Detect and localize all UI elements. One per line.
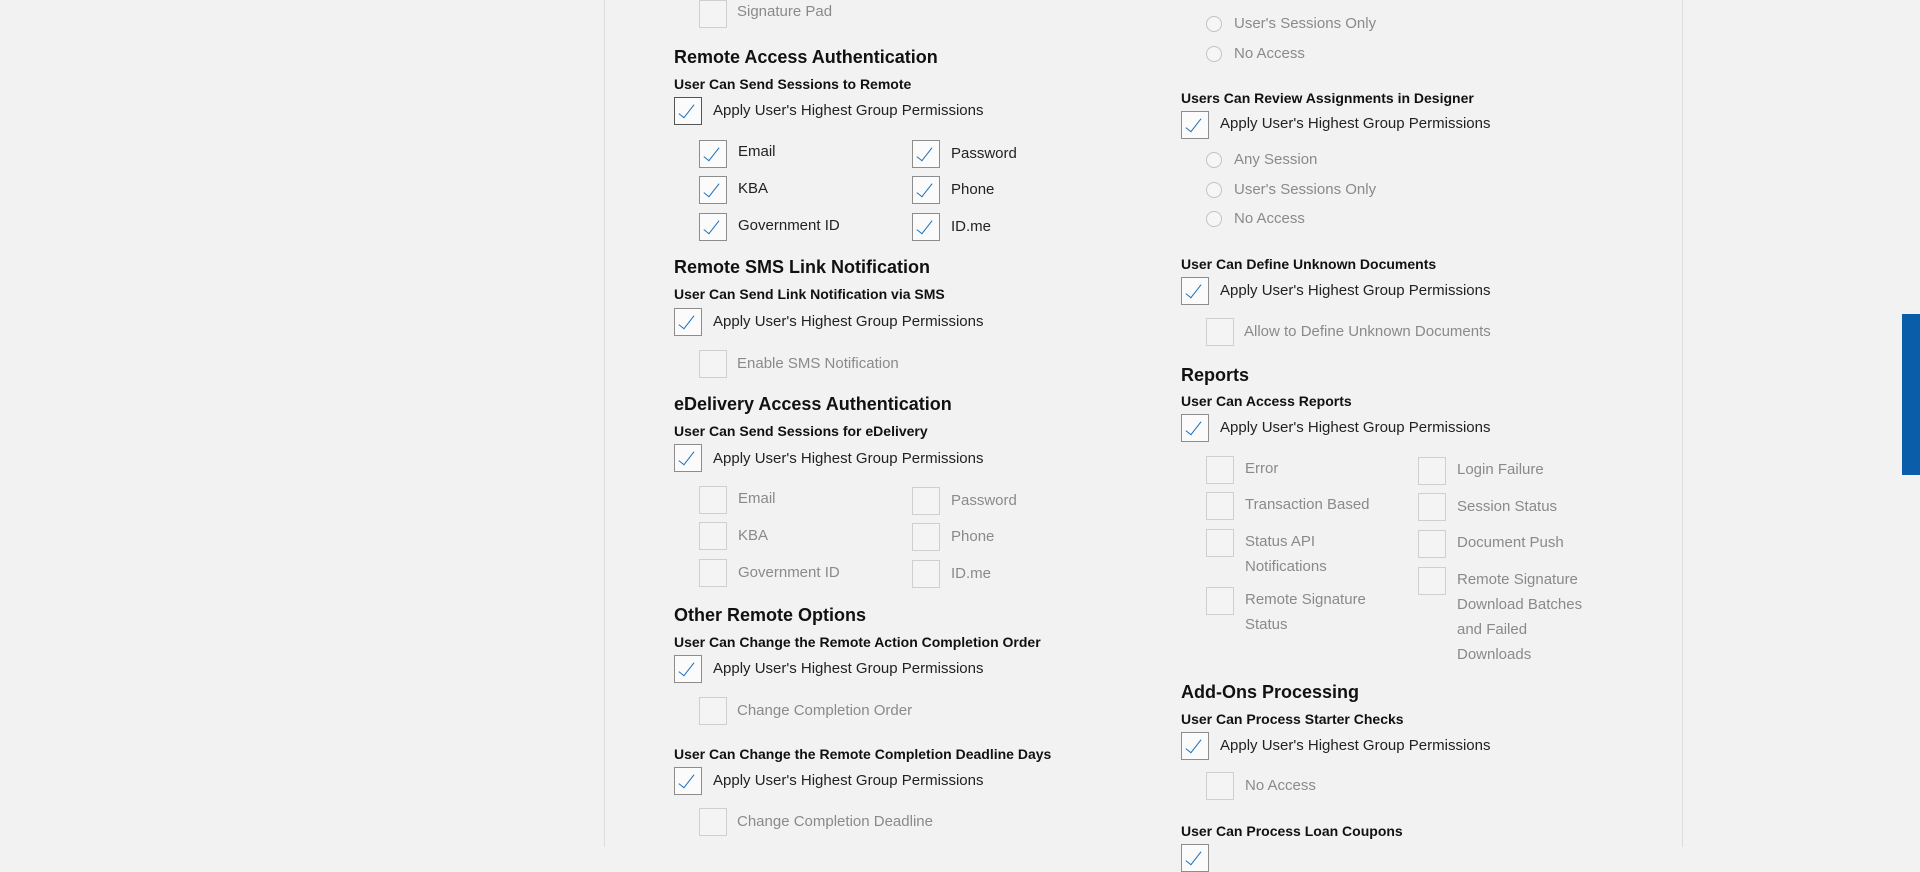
report-session-status-label: Session Status [1457, 498, 1558, 515]
remote-access-apply-checkbox[interactable] [674, 97, 702, 125]
edelivery-email-label: Email [738, 490, 776, 507]
edelivery-subtitle: User Can Send Sessions for eDelivery [674, 423, 928, 439]
scrollbar-thumb[interactable] [1902, 314, 1920, 475]
remote-email-label: Email [738, 143, 776, 160]
completion-deadline-apply-label: Apply User's Highest Group Permissions [713, 772, 984, 789]
top-no-access-radio[interactable] [1206, 46, 1222, 62]
review-assignments-subtitle: Users Can Review Assignments in Designer [1181, 90, 1474, 106]
top-no-access-label: No Access [1234, 45, 1305, 62]
remote-phone-checkbox[interactable] [912, 176, 940, 204]
edelivery-title: eDelivery Access Authentication [674, 394, 952, 414]
remote-sms-apply-checkbox[interactable] [674, 308, 702, 336]
remote-idme-checkbox[interactable] [912, 213, 940, 241]
review-no-access-radio[interactable] [1206, 211, 1222, 227]
enable-sms-checkbox[interactable] [699, 350, 727, 378]
review-apply-checkbox[interactable] [1181, 111, 1209, 139]
report-remote-signature-status-label: Remote Signature Status [1245, 591, 1366, 633]
remote-kba-label: KBA [738, 180, 769, 197]
allow-unknown-docs-checkbox[interactable] [1206, 318, 1234, 346]
completion-order-subtitle: User Can Change the Remote Action Completion Order [674, 634, 1041, 650]
report-session-status-checkbox[interactable] [1418, 493, 1446, 521]
reports-subtitle: User Can Access Reports [1181, 393, 1352, 409]
report-remote-signature-status-checkbox[interactable] [1206, 587, 1234, 615]
edelivery-government-id-label: Government ID [738, 564, 840, 581]
report-transaction-based-label: Transaction Based [1245, 496, 1370, 513]
unknown-docs-apply-label: Apply User's Highest Group Permissions [1220, 282, 1491, 299]
starter-checks-no-access-checkbox[interactable] [1206, 772, 1234, 800]
remote-password-label: Password [951, 145, 1017, 162]
report-error-checkbox[interactable] [1206, 456, 1234, 484]
enable-sms-label: Enable SMS Notification [737, 355, 899, 372]
remote-idme-label: ID.me [951, 218, 992, 235]
edelivery-idme-checkbox[interactable] [912, 560, 940, 588]
top-users-sessions-radio[interactable] [1206, 16, 1222, 32]
edelivery-password-checkbox[interactable] [912, 487, 940, 515]
change-completion-deadline-label: Change Completion Deadline [737, 813, 933, 830]
review-users-sessions-radio[interactable] [1206, 182, 1222, 198]
allow-unknown-docs-label: Allow to Define Unknown Documents [1244, 323, 1491, 340]
report-remote-signature-download-checkbox[interactable] [1418, 567, 1446, 595]
remote-sms-subtitle: User Can Send Link Notification via SMS [674, 286, 945, 302]
loan-coupons-apply-checkbox[interactable] [1181, 844, 1209, 872]
edelivery-kba-checkbox[interactable] [699, 522, 727, 550]
completion-deadline-subtitle: User Can Change the Remote Completion Deadline Days [674, 746, 1052, 762]
any-session-label: Any Session [1234, 151, 1318, 168]
completion-order-apply-label: Apply User's Highest Group Permissions [713, 660, 984, 677]
completion-order-apply-checkbox[interactable] [674, 655, 702, 683]
remote-phone-label: Phone [951, 181, 995, 198]
report-transaction-based-checkbox[interactable] [1206, 492, 1234, 520]
report-login-failure-label: Login Failure [1457, 461, 1544, 478]
signature-pad-checkbox[interactable] [699, 0, 727, 28]
report-document-push-checkbox[interactable] [1418, 530, 1446, 558]
edelivery-password-label: Password [951, 492, 1017, 509]
review-apply-label: Apply User's Highest Group Permissions [1220, 115, 1491, 132]
report-document-push-label: Document Push [1457, 534, 1564, 551]
report-status-api-checkbox[interactable] [1206, 529, 1234, 557]
starter-checks-apply-checkbox[interactable] [1181, 732, 1209, 760]
remote-government-id-label: Government ID [738, 217, 840, 234]
edelivery-apply-checkbox[interactable] [674, 444, 702, 472]
starter-checks-subtitle: User Can Process Starter Checks [1181, 711, 1404, 727]
edelivery-apply-label: Apply User's Highest Group Permissions [713, 450, 984, 467]
remote-sms-apply-label: Apply User's Highest Group Permissions [713, 313, 984, 330]
report-error-label: Error [1245, 460, 1279, 477]
reports-apply-checkbox[interactable] [1181, 414, 1209, 442]
unknown-docs-subtitle: User Can Define Unknown Documents [1181, 256, 1437, 272]
reports-apply-label: Apply User's Highest Group Permissions [1220, 419, 1491, 436]
unknown-docs-apply-checkbox[interactable] [1181, 277, 1209, 305]
remote-access-apply-label: Apply User's Highest Group Permissions [713, 102, 984, 119]
starter-checks-apply-label: Apply User's Highest Group Permissions [1220, 737, 1491, 754]
edelivery-government-id-checkbox[interactable] [699, 559, 727, 587]
edelivery-email-checkbox[interactable] [699, 486, 727, 514]
starter-checks-no-access-label: No Access [1245, 777, 1316, 794]
change-completion-order-checkbox[interactable] [699, 697, 727, 725]
report-login-failure-checkbox[interactable] [1418, 457, 1446, 485]
change-completion-order-label: Change Completion Order [737, 702, 913, 719]
remote-sms-title: Remote SMS Link Notification [674, 257, 931, 277]
remote-access-title: Remote Access Authentication [674, 47, 938, 67]
edelivery-phone-checkbox[interactable] [912, 523, 940, 551]
completion-deadline-apply-checkbox[interactable] [674, 767, 702, 795]
edelivery-idme-label: ID.me [951, 565, 992, 582]
remote-access-subtitle: User Can Send Sessions to Remote [674, 76, 912, 92]
other-remote-title: Other Remote Options [674, 605, 867, 625]
any-session-radio[interactable] [1206, 152, 1222, 168]
remote-government-id-checkbox[interactable] [699, 213, 727, 241]
report-remote-signature-download-label: Remote Signature Download Batches and Failed Downloads [1457, 571, 1583, 663]
edelivery-kba-label: KBA [738, 527, 769, 544]
report-status-api-label: Status API Notifications [1245, 533, 1327, 575]
remote-kba-checkbox[interactable] [699, 176, 727, 204]
edelivery-phone-label: Phone [951, 528, 995, 545]
reports-title: Reports [1181, 365, 1250, 385]
loan-coupons-subtitle: User Can Process Loan Coupons [1181, 823, 1403, 839]
signature-pad-label: Signature Pad [737, 3, 833, 20]
remote-password-checkbox[interactable] [912, 140, 940, 168]
top-users-sessions-label: User's Sessions Only [1234, 15, 1377, 32]
remote-email-checkbox[interactable] [699, 140, 727, 168]
addons-title: Add-Ons Processing [1181, 682, 1360, 702]
review-no-access-label: No Access [1234, 210, 1305, 227]
change-completion-deadline-checkbox[interactable] [699, 808, 727, 836]
review-users-sessions-label: User's Sessions Only [1234, 181, 1377, 198]
